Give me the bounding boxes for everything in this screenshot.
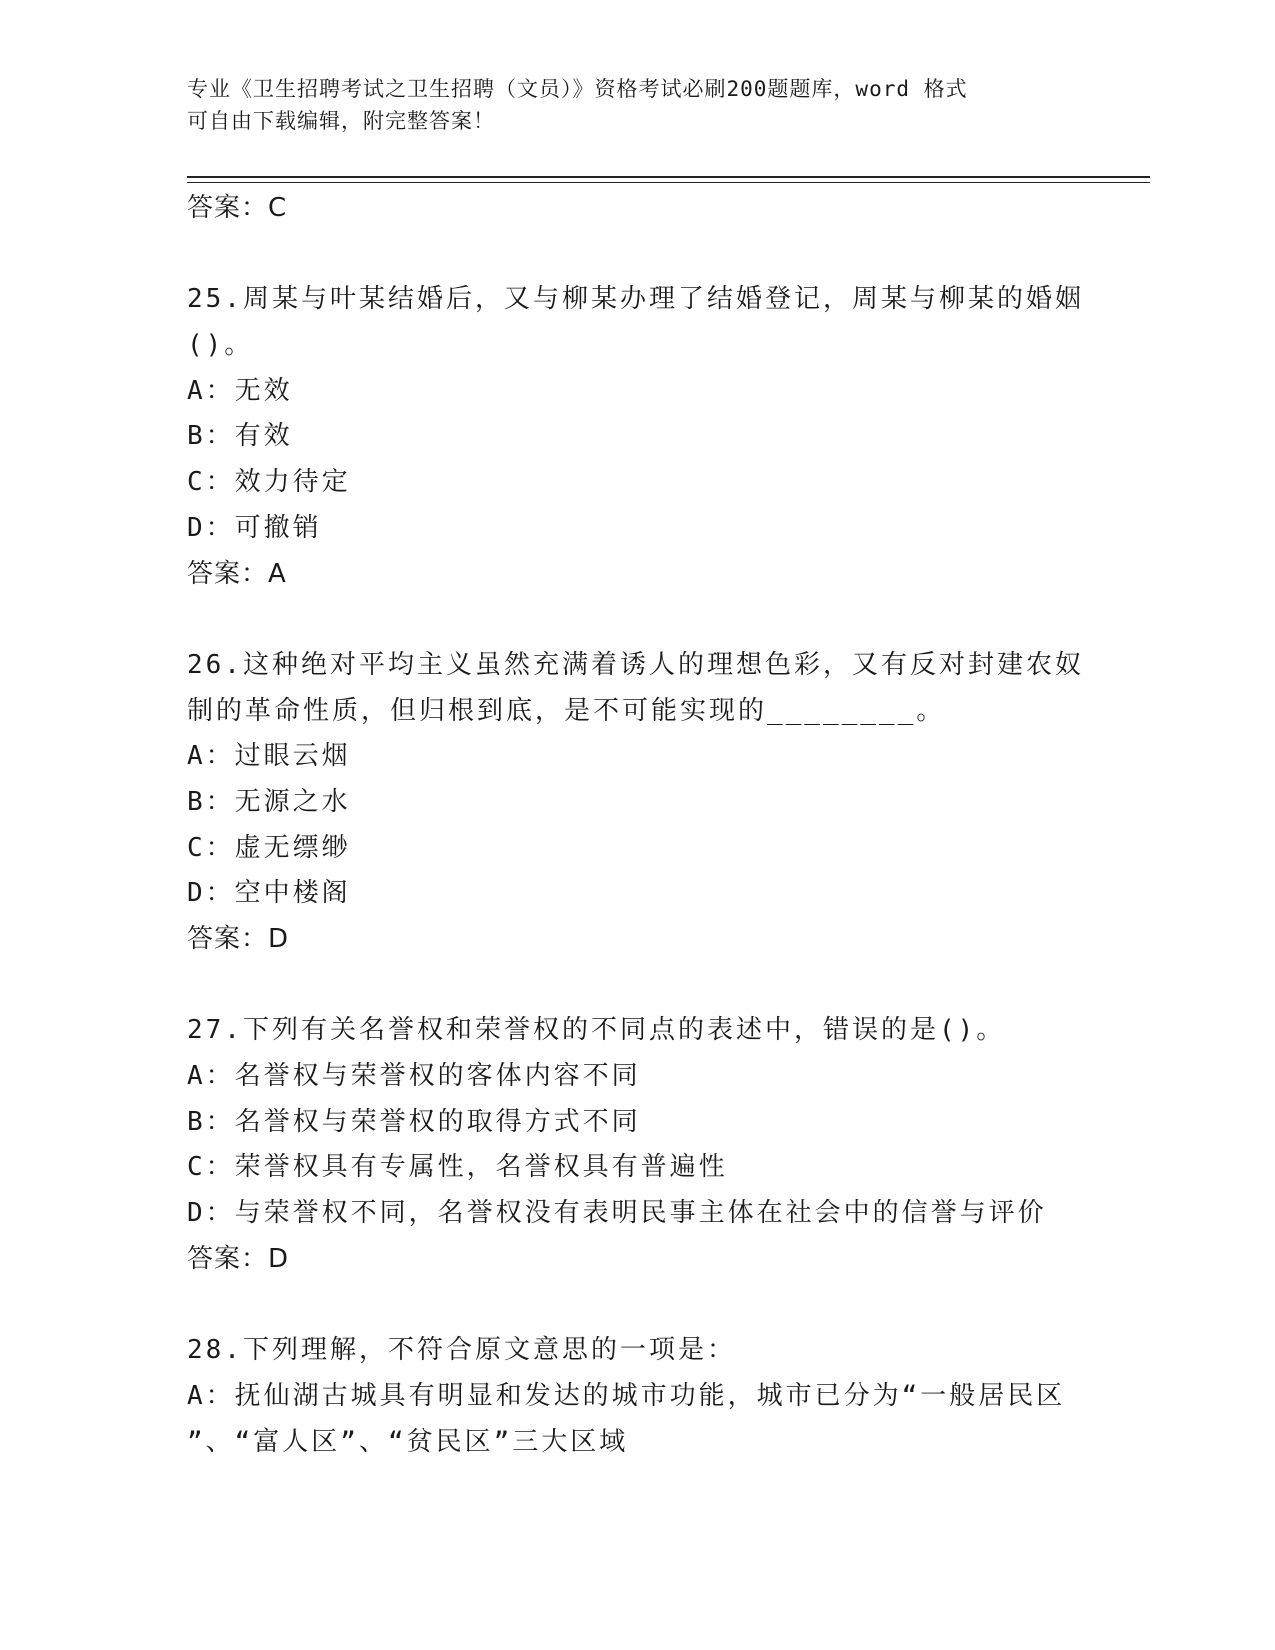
question-stem: 25.周某与叶某结婚后，又与柳某办理了结婚登记，周某与柳某的婚姻 (187, 284, 1084, 315)
option-c: C：效力待定 (187, 467, 351, 498)
answer-line: 答案：A (187, 558, 287, 589)
header-line-1: 专业《卫生招聘考试之卫生招聘（文员）》资格考试必刷200题题库，word 格式 (187, 77, 968, 101)
spacer (187, 232, 1087, 278)
option-a: A：无效 (187, 375, 293, 406)
answer-line: 答案：D (187, 924, 290, 954)
question-stem: 26.这种绝对平均主义虽然充满着诱人的理想色彩，又有反对封建农奴 (187, 649, 1084, 680)
question-stem: 27.下列有关名誉权和荣誉权的不同点的表述中，错误的是()。 (187, 1015, 1006, 1046)
option-d: D：空中楼阁 (187, 878, 351, 909)
option-a: A：过眼云烟 (187, 741, 351, 772)
option-c: C：荣誉权具有专属性，名誉权具有普遍性 (187, 1152, 728, 1183)
document-header (187, 73, 1067, 137)
question-block (187, 1328, 1087, 1465)
option-c: C：虚无缥缈 (187, 832, 351, 863)
question-block (187, 643, 1087, 963)
option-d: D：与荣誉权不同，名誉权没有表明民事主体在社会中的信誉与评价 (187, 1198, 1047, 1229)
answer-line: 答案：C (187, 193, 288, 223)
header-rule-thin (187, 182, 1150, 183)
option-b: B：有效 (187, 421, 293, 452)
option-d: D：可撤销 (187, 512, 322, 543)
option-b: B：无源之水 (187, 786, 351, 817)
question-block (187, 1008, 1087, 1282)
question-stem: 制的革命性质，但归根到底，是不可能实现的________。 (187, 695, 946, 726)
spacer (187, 1283, 1087, 1329)
question-stem: ()。 (187, 330, 254, 361)
option-a: A：抚仙湖古城具有明显和发达的城市功能，城市已分为“一般居民区 (187, 1380, 1066, 1411)
spacer (187, 963, 1087, 1009)
answer-line: 答案：D (187, 1243, 290, 1274)
option-b: B：名誉权与荣誉权的取得方式不同 (187, 1106, 641, 1137)
header-line-2: 可自由下载编辑，附完整答案！ (187, 109, 495, 133)
document-body (187, 186, 1087, 1465)
option-a: A：名誉权与荣誉权的客体内容不同 (187, 1061, 641, 1092)
spacer (187, 597, 1087, 643)
option-a-continued: ”、“富人区”、“贫民区”三大区域 (187, 1426, 629, 1457)
header-rule-thick (187, 176, 1150, 178)
question-block (187, 277, 1087, 597)
question-stem: 28.下列理解，不符合原文意思的一项是： (187, 1335, 736, 1366)
